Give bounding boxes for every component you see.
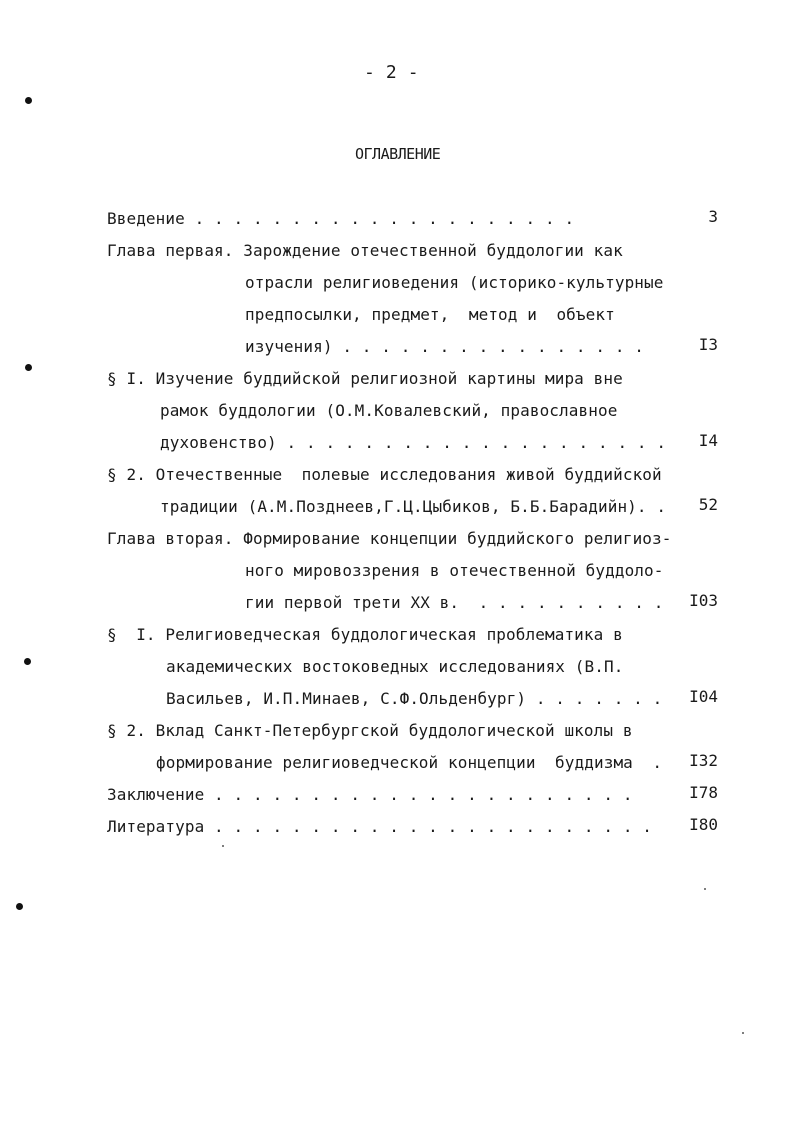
toc-entry-intro: Введение . . . . . . . . . . . . . . . . . . . . [107,209,575,228]
binding-hole-mark [16,903,23,910]
toc-chapter-1-line3: предпосылки, предмет, метод и объект [245,305,615,324]
toc-section-2-1-line2: академических востоковедных исследованиях (В.П. [166,657,624,676]
binding-hole-mark [24,658,31,665]
toc-page-conclusion: I78 [689,783,718,802]
toc-section-1-1-line3: духовенство) . . . . . . . . . . . . . . . . . . . . [160,433,667,452]
toc-page-chapter-2: I03 [689,591,718,610]
scan-speck [742,1032,744,1034]
toc-heading: ОГЛАВЛЕНИЕ [355,145,441,163]
binding-hole-mark [25,364,32,371]
toc-page-section-1-2: 52 [698,495,718,514]
toc-section-2-2-line2: формирование религиоведческой концепции буддизма . [156,753,663,772]
toc-page-section-2-1: I04 [689,687,718,706]
toc-chapter-1-line1: Глава первая. Зарождение отечественной буддологии как [107,241,623,260]
scan-speck [704,888,706,890]
toc-section-2-1-line3: Васильев, И.П.Минаев, С.Ф.Ольденбург) . . . . . . . [166,689,663,708]
toc-page-literature: I80 [689,815,718,834]
toc-section-1-2-line1: § 2. Отечественные полевые исследования живой буддийской [107,465,662,484]
scan-speck [222,845,224,847]
toc-chapter-2-line2: ного мировоззрения в отечественной буддоло- [245,561,664,580]
toc-chapter-2-line1: Глава вторая. Формирование концепции буддийского религиоз- [107,529,672,548]
toc-page-section-2-2: I32 [689,751,718,770]
toc-chapter-1-line2: отрасли религиоведения (историко-культурные [245,273,664,292]
toc-section-1-1-line1: § I. Изучение буддийской религиозной картины мира вне [107,369,623,388]
toc-section-1-1-line2: рамок буддологии (О.М.Ковалевский, православное [160,401,618,420]
toc-page-chapter-1: I3 [698,335,718,354]
toc-chapter-1-line4: изучения) . . . . . . . . . . . . . . . . [245,337,645,356]
toc-page-intro: 3 [708,207,718,226]
toc-section-1-2-line2: традиции (А.М.Позднеев,Г.Ц.Цыбиков, Б.Б.Барадийн). . [160,497,667,516]
toc-page-section-1-1: I4 [698,431,718,450]
binding-hole-mark [25,97,32,104]
toc-entry-conclusion: Заключение . . . . . . . . . . . . . . . . . . . . . . [107,785,633,804]
toc-entry-literature: Литература . . . . . . . . . . . . . . . . . . . . . . . [107,817,653,836]
toc-chapter-2-line3: гии первой трети XX в. . . . . . . . . . . [245,593,664,612]
toc-section-2-1-line1: § I. Религиоведческая буддологическая проблематика в [107,625,623,644]
page-number: - 2 - [364,62,419,83]
toc-section-2-2-line1: § 2. Вклад Санкт-Петербургской буддологической школы в [107,721,633,740]
